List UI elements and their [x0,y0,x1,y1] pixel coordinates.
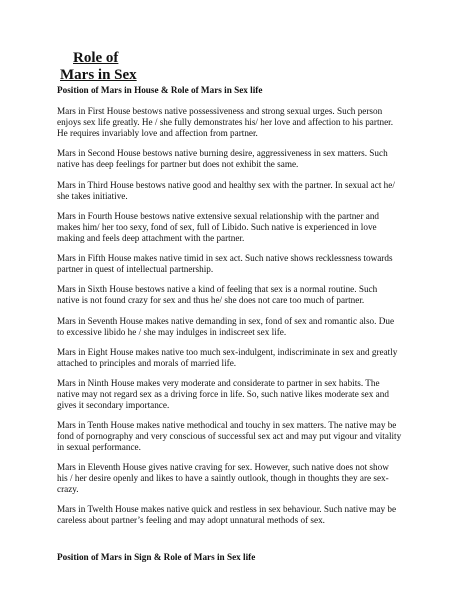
paragraph-line: his / her desire openly and likes to have a saintly outlook, though in thoughts they are sex- [57,473,389,484]
paragraph-line: He requires invariably love and affection from partner. [57,128,258,139]
paragraph-line: Mars in First House bestows native possessiveness and strong sexual urges. Such person [57,106,383,116]
paragraph-line: Mars in Tenth House makes native methodical and touchy in sex matters. The native may be [57,420,397,430]
paragraph-line: in sexual performance. [57,442,141,453]
paragraph-line: to excessive libido he / she may indulges in indiscreet sex life. [57,327,287,338]
paragraph-sixth-house [57,284,417,306]
paragraph-line: Mars in Twelth House makes native quick and restless in sex behaviour. Such native may be [57,504,397,514]
paragraph-twelfth-house [57,504,417,526]
paragraph-line: making and feels deep attachment with the partner. [57,233,245,244]
paragraph-line: fond of pornography and very conscious of successful sex act and may put vigour and vitality [57,431,402,442]
paragraph-first-house [57,106,417,139]
document-title [60,50,260,84]
paragraph-eleventh-house [57,462,417,495]
paragraph-line: Mars in Fifth House makes native timid in sex act. Such native shows recklessness towards [57,253,393,263]
title-line-2: Mars in Sex [60,67,137,83]
section-heading-house: Position of Mars in House & Role of Mars in Sex life [57,85,263,95]
paragraph-line: enjoys sex life greatly. He / she fully demonstrates his/ her love and affection to his partner. [57,117,394,128]
paragraph-eighth-house [57,347,417,369]
paragraph-tenth-house [57,420,417,453]
paragraph-line: Mars in Seventh House makes native demanding in sex, fond of sex and romantic also. Due [57,316,395,326]
paragraph-line: careless about partner’s feeling and may adopt unnatural methods of sex. [57,515,325,526]
paragraph-line: partner in quest of intellectual partnership. [57,264,214,275]
paragraph-fifth-house [57,253,417,275]
paragraph-line: crazy. [57,484,79,495]
paragraph-line: makes him/ her too sexy, fond of sex, full of Libido. Such native is experienced in love [57,222,377,233]
title-line-1: Role of [73,50,119,66]
paragraph-ninth-house [57,378,417,411]
paragraph-line: Mars in Sixth House bestows native a kind of feeling that sex is a normal routine. Such [57,284,378,294]
paragraph-line: gives it secondary importance. [57,400,170,411]
paragraph-line: Mars in Eight House makes native too much sex-indulgent, indiscriminate in sex and greatly [57,347,398,357]
paragraph-line: Mars in Eleventh House gives native craving for sex. However, such native does not show [57,462,389,472]
paragraph-second-house [57,148,417,170]
paragraph-line: Mars in Third House bestows native good and healthy sex with the partner. In sexual act he/ [57,180,395,190]
paragraph-line: Mars in Second House bestows native burning desire, aggressiveness in sex matters. Such [57,148,388,158]
section-heading-sign: Position of Mars in Sign & Role of Mars in Sex life [57,552,256,562]
paragraph-fourth-house [57,211,417,244]
paragraph-line: native has deep feelings for partner but does not exhibit the same. [57,159,299,170]
paragraph-line: Mars in Ninth House makes very moderate and considerate to partner in sex habits. The [57,378,380,388]
paragraph-third-house [57,180,417,202]
paragraph-line: Mars in Fourth House bestows native extensive sexual relationship with the partner and [57,211,380,221]
paragraph-seventh-house [57,316,417,338]
paragraph-line: native may not regard sex as a driving force in life. So, such native likes moderate sex and [57,389,389,400]
paragraph-line: she takes initiative. [57,191,128,202]
paragraph-line: attached to principles and morals of married life. [57,358,237,369]
paragraph-line: native is not found crazy for sex and thus he/ she does not care too much of partner. [57,295,365,306]
